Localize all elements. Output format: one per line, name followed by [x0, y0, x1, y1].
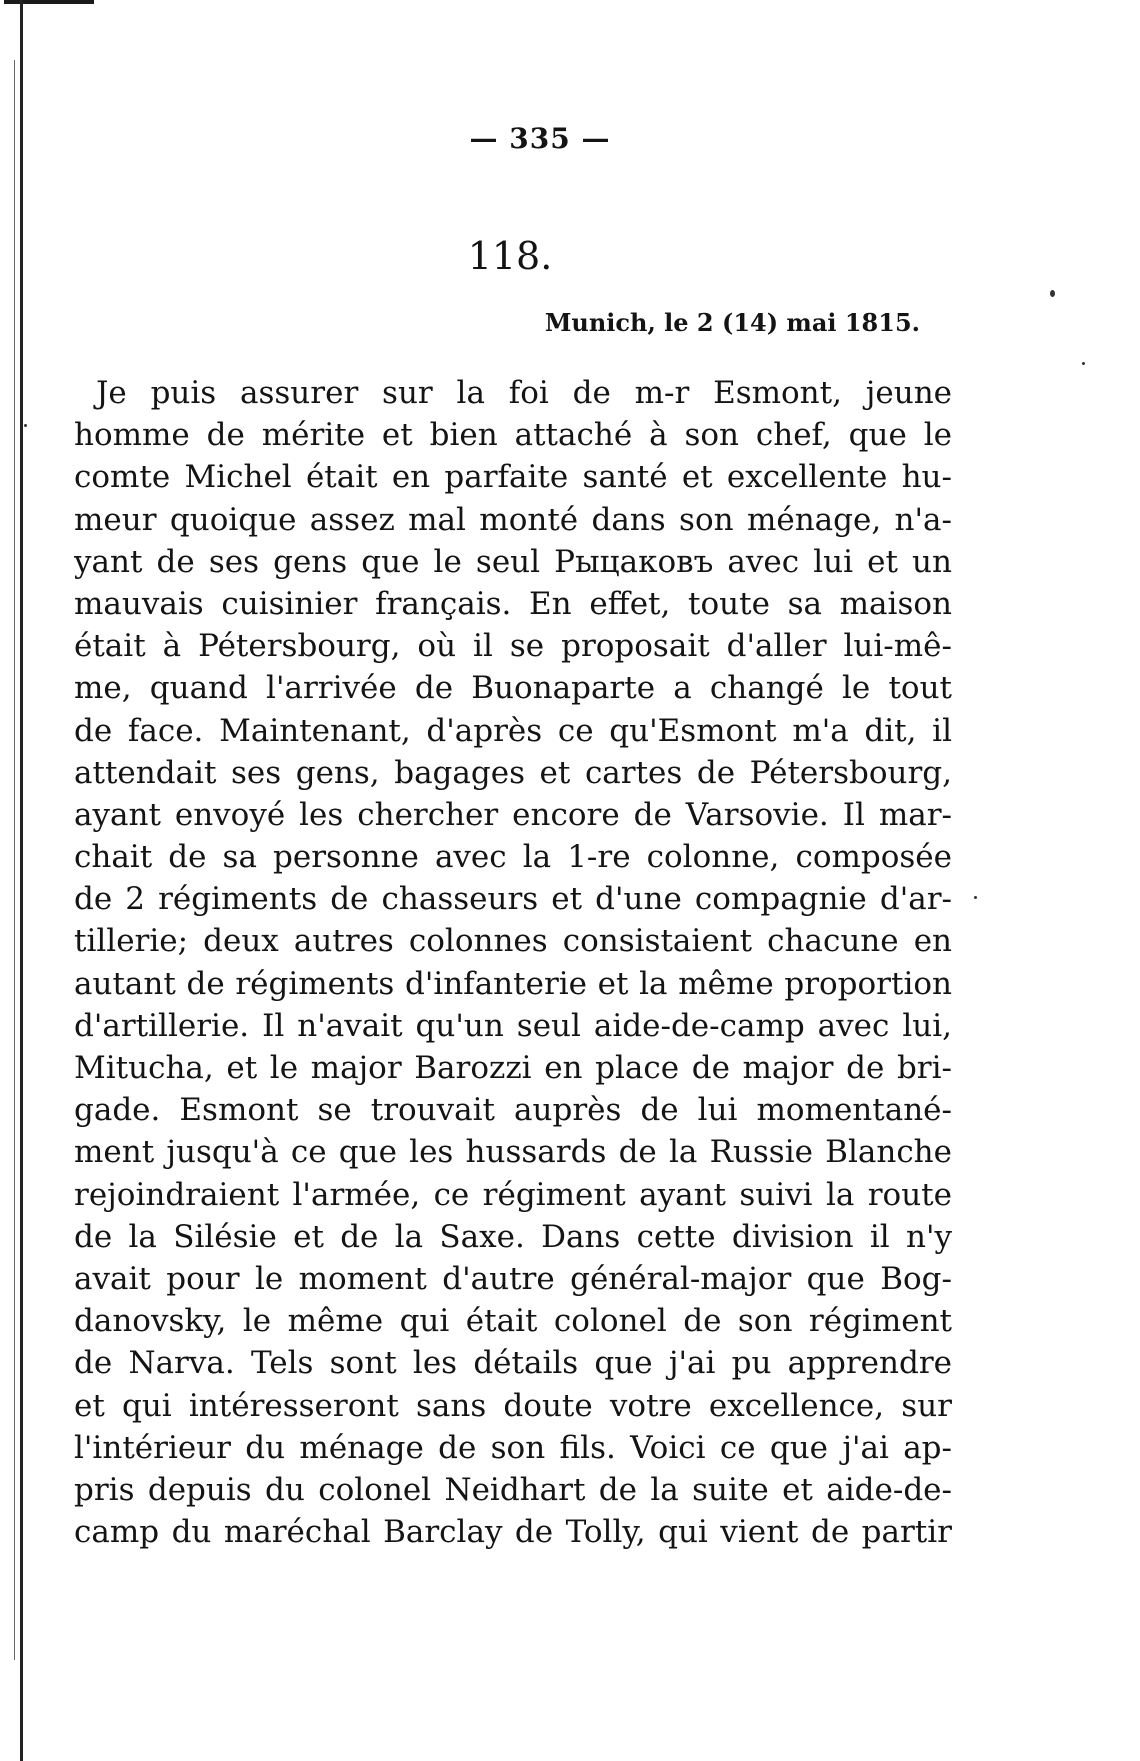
dateline: Munich, le 2 (14) mai 1815.	[544, 308, 920, 337]
body-line: meur quoique assez mal monté dans son ménage, n'a-	[74, 501, 952, 538]
body-line: autant de régiments d'infanterie et la même proportion	[74, 965, 952, 1002]
letter-body	[74, 372, 952, 1553]
scan-speck	[974, 896, 977, 899]
body-line: d'artillerie. Il n'avait qu'un seul aide-de-camp avec lui,	[74, 1007, 952, 1044]
body-line: gade. Esmont se trouvait auprès de lui momentané-	[74, 1092, 952, 1129]
body-line: de Narva. Tels sont les détails que j'ai pu apprendre	[74, 1345, 952, 1382]
scan-edge-left-thin	[14, 60, 15, 1660]
body-line: tillerie; deux autres colonnes consistaient chacune en	[74, 923, 952, 960]
body-line: pris depuis du colonel Neidhart de la suite et aide-de-	[74, 1471, 952, 1508]
page-number: — 335 —	[469, 122, 611, 155]
scan-edge-left	[20, 0, 23, 1761]
body-line: attendait ses gens, bagages et cartes de Pétersbourg,	[74, 754, 952, 791]
body-line: de 2 régiments de chasseurs et d'une compagnie d'ar-	[74, 881, 952, 918]
scan-speck	[1082, 362, 1085, 365]
body-line: Je puis assurer sur la foi de m-r Esmont, jeune	[96, 375, 952, 411]
body-line: de face. Maintenant, d'après ce qu'Esmont m'a dit, il	[74, 712, 952, 749]
letter-number: 118.	[467, 234, 553, 278]
body-line: l'intérieur du ménage de son fils. Voici ce que j'ai ap-	[74, 1429, 952, 1466]
scan-speck	[24, 424, 27, 427]
body-line: Mitucha, et le major Barozzi en place de major de bri-	[74, 1050, 952, 1086]
body-line: me, quand l'arrivée de Buonaparte a changé le tout	[74, 670, 952, 707]
scan-speck	[1050, 290, 1055, 297]
body-line: était à Pétersbourg, où il se proposait d'aller lui-mê-	[74, 628, 952, 665]
scan-edge-top	[4, 0, 94, 4]
body-line: yant de ses gens que le seul Рыцаковъ avec lui et un	[74, 543, 952, 580]
body-line: avait pour le moment d'autre général-major que Bog-	[74, 1260, 952, 1297]
body-line: comte Michel était en parfaite santé et excellente hu-	[74, 459, 952, 496]
body-line: ayant envoyé les chercher encore de Varsovie. Il mar-	[74, 796, 952, 833]
body-line: mauvais cuisinier français. En effet, toute sa maison	[74, 585, 952, 622]
body-line: ment jusqu'à ce que les hussards de la Russie Blanche	[74, 1134, 952, 1171]
body-line: rejoindraient l'armée, ce régiment ayant suivi la route	[74, 1176, 952, 1213]
body-line: homme de mérite et bien attaché à son chef, que le	[74, 417, 952, 454]
body-line: de la Silésie et de la Saxe. Dans cette division il n'y	[74, 1218, 952, 1255]
body-line: chait de sa personne avec la 1-re colonne, composée	[74, 839, 952, 876]
body-line: et qui intéresseront sans doute votre excellence, sur	[74, 1387, 952, 1424]
body-line: danovsky, le même qui était colonel de son régiment	[74, 1303, 952, 1340]
body-line: camp du maréchal Barclay de Tolly, qui vient de partir	[74, 1514, 952, 1551]
